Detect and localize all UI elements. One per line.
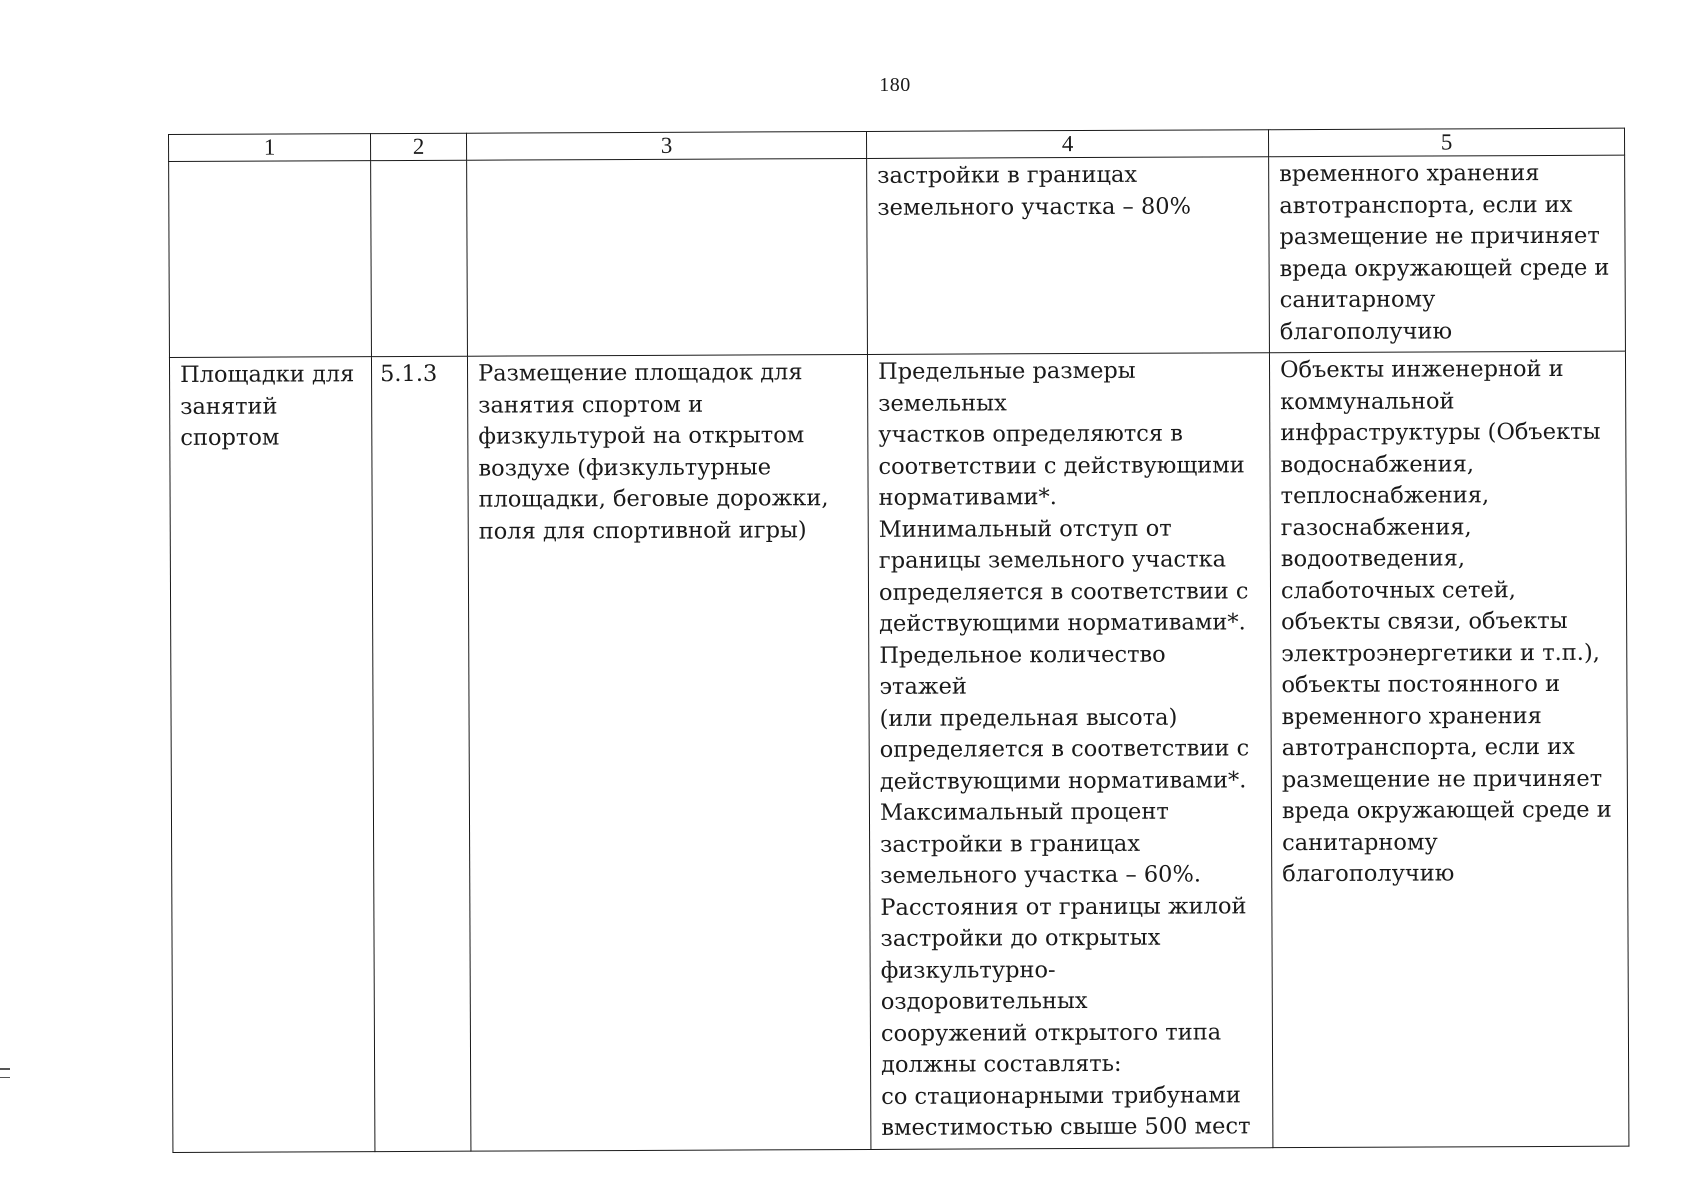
cell-parameters: Предельные размеры земельных участков определяются в соответствии с действующими нормативами*. Минимальный отступ от границы земельного участка определяется в соответствии с действующими нормативами*. Предельное количество этажей (или предельная высота) определяется в соответствии с действующими нормативами*. Максимальный процент застройки в границах земельного участка – 60%. Расстояния от границы жилой застройки до открытых физкультурно-оздоровительных сооружений открытого типа должны составлять: со стационарными трибунами вместимостью свыше 500 мест <box>867 353 1272 1149</box>
zoning-table <box>168 128 1629 1153</box>
page-number: 180 <box>879 74 911 96</box>
cell-use-code: 5.1.3 <box>371 356 470 1151</box>
cell-use-code <box>371 160 468 356</box>
table-row-sports-grounds <box>169 351 1628 1152</box>
margin-mark <box>0 1068 10 1070</box>
column-header-3: 3 <box>466 131 866 160</box>
cell-use-description <box>467 158 868 356</box>
column-header-5: 5 <box>1268 128 1624 157</box>
binding-margin-marks <box>0 1068 10 1085</box>
cell-auxiliary-uses: Объекты инженерной и коммунальной инфраструктуры (Объекты водоснабжения, теплоснабжения, газоснабжения, водоотведения, слаботочных сетей, объекты связи, объекты электроэнергетики и т.п.), объекты постоянного и временного хранения автотранспорта, если их размещение не причиняет вреда окружающей среде и санитарному благополучию <box>1269 351 1628 1147</box>
cell-use-type <box>169 161 372 358</box>
cell-use-type: Площадки для занятий спортом <box>169 357 374 1152</box>
cell-use-description: Размещение площадок для занятия спортом и физкультурой на открытом воздухе (физкультурные площадки, беговые дорожки, поля для спортивной игры) <box>467 354 870 1150</box>
column-header-4: 4 <box>866 130 1268 159</box>
column-header-2: 2 <box>371 133 467 160</box>
cell-auxiliary-uses: временного хранения автотранспорта, если их размещение не причиняет вреда окружающей среде и санитарному благополучию <box>1269 155 1626 353</box>
column-header-1: 1 <box>169 134 371 162</box>
margin-mark <box>0 1077 10 1079</box>
table-row-continuation <box>169 155 1626 357</box>
cell-parameters: застройки в границах земельного участка – 80% <box>867 157 1270 355</box>
